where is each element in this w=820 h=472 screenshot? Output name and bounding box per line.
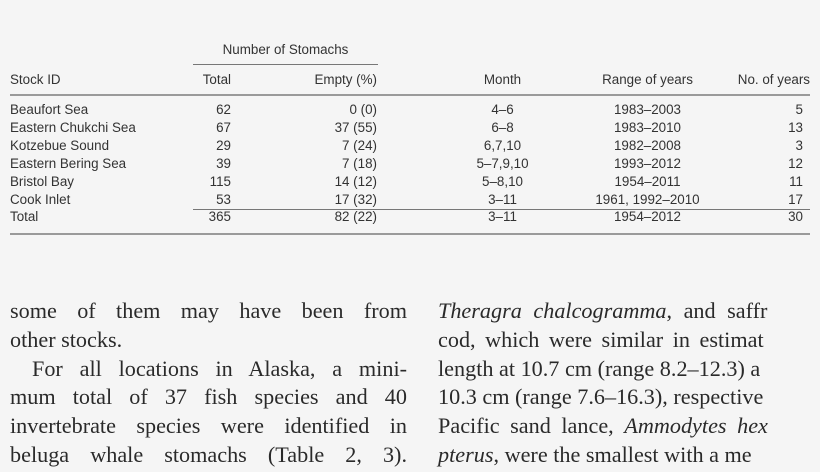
cell-stock: Eastern Chukchi Sea (10, 120, 136, 135)
cell-empty: 17 (32) (334, 192, 377, 207)
cell-month: 6–8 (491, 120, 514, 135)
spanner-rule (193, 64, 378, 65)
cell-nyears: 13 (788, 120, 803, 135)
text-line: other stocks. (10, 326, 123, 352)
cell-month: 5–8,10 (482, 174, 523, 189)
cell-total: 29 (216, 138, 231, 153)
cell-nyears: 11 (789, 174, 803, 189)
text-line (438, 412, 820, 441)
cell-empty: 37 (55) (334, 120, 377, 135)
cell-month: 6,7,10 (483, 138, 522, 153)
cell-range: 1983–2010 (613, 120, 682, 135)
species-name: Ammodytes hex (624, 413, 768, 439)
cell-stock: Kotzebue Sound (10, 138, 110, 153)
species-name: Theragra chalcogramma (438, 298, 667, 323)
header-rule (10, 94, 810, 96)
header-range-of-years: Range of years (602, 72, 693, 87)
cell-stock: Beaufort Sea (10, 102, 89, 117)
text-line: cod, which were similar in estimat (438, 326, 764, 352)
text-line: mum total of 37 fish species and 40 (10, 384, 407, 410)
cell-total: 67 (216, 120, 231, 135)
cell-nyears: 17 (788, 192, 803, 207)
cell-range: 1954–2012 (613, 209, 682, 224)
text-line: length at 10.7 cm (range 8.2–12.3) a (438, 355, 761, 381)
cell-range: 1983–2003 (613, 102, 682, 117)
cell-month: 4–6 (491, 102, 514, 117)
text-line (438, 441, 820, 470)
text-line (438, 297, 820, 326)
text-line: 10.3 cm (range 7.6–16.3), respective (438, 384, 764, 410)
bottom-rule (10, 233, 810, 235)
cell-empty: 14 (12) (334, 174, 377, 189)
cell-total: 39 (216, 156, 231, 171)
text-segment: Pacific sand lance, (438, 413, 625, 439)
cell-range: 1961, 1992–2010 (595, 192, 700, 207)
cell-empty: 7 (18) (342, 156, 377, 171)
text-segment: , were the smallest with a me (493, 441, 752, 467)
header-no-of-years: No. of years (737, 72, 810, 87)
text-line: some of them may have been from (10, 298, 407, 323)
cell-nyears: 5 (795, 102, 803, 117)
cell-month: 3–11 (488, 209, 517, 224)
cell-total: 62 (216, 102, 231, 117)
cell-range: 1954–2011 (614, 174, 681, 189)
text-line: invertebrate species were identified in (10, 413, 407, 439)
body-column-left (10, 297, 407, 470)
header-month: Month (483, 72, 522, 87)
species-name: pterus (438, 441, 494, 467)
cell-nyears: 12 (788, 156, 803, 171)
cell-empty: 82 (22) (334, 209, 377, 224)
cell-empty: 0 (0) (349, 102, 377, 117)
cell-range: 1993–2012 (613, 156, 682, 171)
header-stock-id: Stock ID (10, 72, 61, 87)
cell-stock: Bristol Bay (10, 174, 74, 189)
cell-nyears: 30 (788, 209, 803, 224)
cell-total: 53 (216, 192, 231, 207)
cell-nyears: 3 (795, 138, 803, 153)
text-segment: , and saffr (666, 298, 768, 323)
cell-stock: Cook Inlet (10, 192, 71, 207)
text-line: beluga whale stomachs (Table 2, 3). (10, 441, 407, 467)
header-empty: Empty (%) (314, 72, 377, 87)
header-total: Total (202, 72, 231, 87)
body-column-right (438, 297, 820, 470)
cell-total: 115 (209, 174, 231, 189)
cell-range: 1982–2008 (613, 138, 682, 153)
cell-stock: Eastern Bering Sea (10, 156, 127, 171)
cell-empty: 7 (24) (342, 138, 377, 153)
cell-stock: Total (10, 209, 39, 224)
cell-month: 3–11 (488, 192, 517, 207)
cell-month: 5–7,9,10 (476, 156, 529, 171)
spanner-header: Number of Stomachs (222, 42, 349, 57)
text-line: For all locations in Alaska, a mini- (32, 355, 407, 381)
cell-total: 365 (208, 209, 231, 224)
